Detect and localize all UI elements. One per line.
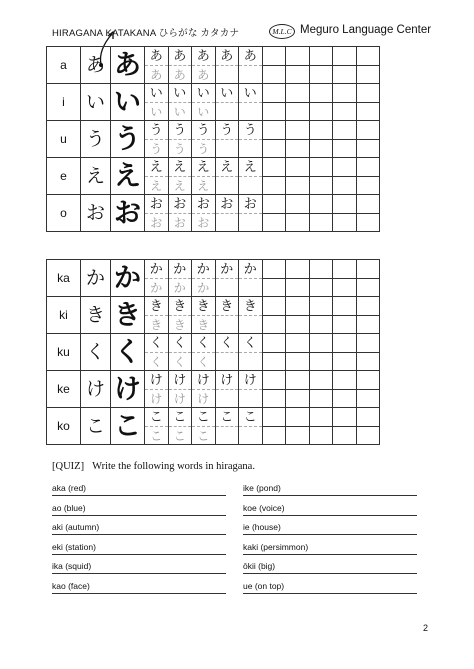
quiz-answer-line[interactable] (52, 557, 226, 574)
practice-cell-trace[interactable]: い (168, 103, 192, 121)
practice-cell-model[interactable]: く (168, 334, 192, 353)
stroke-guide-kana: あ (81, 47, 111, 84)
practice-cell-blank[interactable] (309, 334, 333, 353)
practice-cell-blank[interactable] (286, 427, 310, 445)
practice-cell-trace[interactable]: い (192, 103, 216, 121)
practice-cell-blank[interactable] (309, 140, 333, 158)
practice-cell-blank[interactable] (333, 297, 357, 316)
practice-cell-blank[interactable] (356, 260, 380, 279)
practice-cell-blank[interactable] (262, 427, 286, 445)
romaji-label: ki (47, 297, 81, 334)
quiz-prompt: aka (red) (52, 483, 87, 493)
practice-cell-trace[interactable]: あ (168, 66, 192, 84)
model-kana: う (111, 121, 145, 158)
practice-cell-blank[interactable] (262, 121, 286, 140)
practice-cell-model[interactable]: あ (239, 47, 263, 66)
romaji-label: e (47, 158, 81, 195)
model-kana: き (111, 297, 145, 334)
practice-cell-blank[interactable] (356, 371, 380, 390)
practice-cell-model[interactable]: お (215, 195, 239, 214)
practice-cell-blank[interactable] (262, 195, 286, 214)
practice-cell-model[interactable]: け (145, 371, 169, 390)
practice-cell-blank[interactable] (215, 103, 239, 121)
stroke-guide-kana: う (81, 121, 111, 158)
practice-cell-trace[interactable]: あ (145, 66, 169, 84)
quiz-heading (52, 461, 263, 472)
practice-cell-model[interactable]: き (215, 297, 239, 316)
practice-cell-blank[interactable] (356, 316, 380, 334)
practice-cell-blank[interactable] (356, 297, 380, 316)
practice-cell-model[interactable]: い (215, 84, 239, 103)
practice-cell-model[interactable]: こ (145, 408, 169, 427)
practice-cell-blank[interactable] (286, 103, 310, 121)
practice-cell-trace[interactable]: く (145, 353, 169, 371)
practice-cell-model[interactable]: け (192, 371, 216, 390)
practice-cell-model[interactable]: あ (215, 47, 239, 66)
practice-cell-model[interactable]: け (215, 371, 239, 390)
practice-cell-blank[interactable] (239, 103, 263, 121)
practice-cell-model[interactable]: え (145, 158, 169, 177)
practice-cell-model[interactable]: け (168, 371, 192, 390)
model-kana: あ (111, 47, 145, 84)
practice-cell-blank[interactable] (262, 177, 286, 195)
practice-cell-blank[interactable] (239, 66, 263, 84)
practice-cell-blank[interactable] (333, 66, 357, 84)
model-kana: い (111, 84, 145, 121)
practice-cell-trace[interactable]: き (168, 316, 192, 334)
school-name: Meguro Language Center (300, 24, 432, 36)
practice-cell-blank[interactable] (262, 334, 286, 353)
practice-cell-trace[interactable]: あ (192, 66, 216, 84)
practice-cell-blank[interactable] (356, 121, 380, 140)
practice-cell-model[interactable]: え (215, 158, 239, 177)
practice-cell-model[interactable]: う (239, 121, 263, 140)
quiz-answer-line[interactable] (52, 518, 226, 535)
practice-cell-blank[interactable] (239, 427, 263, 445)
practice-cell-blank[interactable] (356, 140, 380, 158)
vowel-practice-grid (46, 46, 380, 232)
practice-cell-model[interactable]: う (145, 121, 169, 140)
mlc-logo: M.L.C (269, 24, 295, 39)
practice-cell-blank[interactable] (262, 390, 286, 408)
practice-cell-blank[interactable] (262, 140, 286, 158)
practice-cell-blank[interactable] (239, 177, 263, 195)
practice-cell-blank[interactable] (309, 103, 333, 121)
practice-cell-blank[interactable] (286, 158, 310, 177)
practice-cell-blank[interactable] (286, 297, 310, 316)
romaji-label: a (47, 47, 81, 84)
worksheet-title: HIRAGANA KATAKANA ひらがな カタカナ (52, 28, 240, 39)
practice-cell-trace[interactable]: か (192, 279, 216, 297)
quiz-instruction: Write the following words in hiragana. (92, 461, 255, 472)
practice-cell-model[interactable]: い (239, 84, 263, 103)
stroke-guide-kana: お (81, 195, 111, 232)
practice-cell-trace[interactable]: く (192, 353, 216, 371)
practice-cell-trace[interactable]: お (145, 214, 169, 232)
practice-cell-blank[interactable] (309, 408, 333, 427)
practice-cell-model[interactable]: く (145, 334, 169, 353)
practice-cell-blank[interactable] (262, 371, 286, 390)
practice-cell-blank[interactable] (356, 47, 380, 66)
practice-cell-model[interactable]: き (145, 297, 169, 316)
practice-cell-blank[interactable] (262, 66, 286, 84)
practice-cell-blank[interactable] (333, 390, 357, 408)
stroke-guide-kana: き (81, 297, 111, 334)
practice-cell-blank[interactable] (356, 408, 380, 427)
practice-cell-model[interactable]: く (192, 334, 216, 353)
quiz-prompt: koe (voice) (243, 502, 285, 513)
practice-cell-model[interactable]: き (239, 297, 263, 316)
quiz-answer-line[interactable] (243, 577, 417, 594)
model-kana: お (111, 195, 145, 232)
practice-cell-blank[interactable] (309, 195, 333, 214)
practice-cell-blank[interactable] (286, 121, 310, 140)
practice-cell-blank[interactable] (333, 260, 357, 279)
practice-cell-blank[interactable] (356, 158, 380, 177)
practice-cell-blank[interactable] (333, 177, 357, 195)
practice-cell-blank[interactable] (239, 353, 263, 371)
practice-cell-blank[interactable] (262, 260, 286, 279)
romaji-label: o (47, 195, 81, 232)
practice-cell-blank[interactable] (286, 260, 310, 279)
practice-cell-blank[interactable] (262, 279, 286, 297)
stroke-guide-kana: か (81, 260, 111, 297)
quiz-answer-line[interactable] (52, 538, 226, 555)
practice-cell-blank[interactable] (262, 353, 286, 371)
practice-cell-trace[interactable]: う (145, 140, 169, 158)
practice-cell-blank[interactable] (309, 66, 333, 84)
practice-cell-model[interactable]: か (192, 260, 216, 279)
quiz-tag: [QUIZ] (52, 461, 85, 472)
practice-cell-blank[interactable] (309, 390, 333, 408)
practice-cell-blank[interactable] (215, 353, 239, 371)
practice-cell-blank[interactable] (356, 103, 380, 121)
romaji-label: ke (47, 371, 81, 408)
practice-cell-model[interactable]: う (168, 121, 192, 140)
practice-cell-trace[interactable]: き (192, 316, 216, 334)
quiz-prompt: ue (on top) (243, 580, 285, 591)
stroke-guide-kana: く (81, 334, 111, 371)
quiz-prompt: eki (station) (52, 541, 96, 552)
practice-cell-blank[interactable] (215, 427, 239, 445)
practice-cell-blank[interactable] (333, 158, 357, 177)
model-kana: え (111, 158, 145, 195)
practice-cell-blank[interactable] (239, 214, 263, 232)
practice-cell-blank[interactable] (356, 195, 380, 214)
practice-cell-blank[interactable] (286, 390, 310, 408)
practice-cell-model[interactable]: え (192, 158, 216, 177)
practice-cell-blank[interactable] (333, 84, 357, 103)
practice-cell-blank[interactable] (309, 353, 333, 371)
practice-cell-model[interactable]: か (145, 260, 169, 279)
practice-cell-blank[interactable] (333, 214, 357, 232)
practice-cell-blank[interactable] (309, 47, 333, 66)
practice-cell-model[interactable]: い (168, 84, 192, 103)
stroke-guide-kana: け (81, 371, 111, 408)
practice-cell-blank[interactable] (309, 427, 333, 445)
practice-cell-model[interactable]: く (215, 334, 239, 353)
practice-cell-model[interactable]: こ (168, 408, 192, 427)
practice-cell-blank[interactable] (239, 390, 263, 408)
practice-cell-blank[interactable] (309, 371, 333, 390)
practice-cell-trace[interactable]: か (145, 279, 169, 297)
practice-cell-trace[interactable]: こ (192, 427, 216, 445)
practice-cell-model[interactable]: き (192, 297, 216, 316)
practice-cell-blank[interactable] (309, 158, 333, 177)
practice-cell-model[interactable]: う (192, 121, 216, 140)
romaji-label: i (47, 84, 81, 121)
practice-cell-blank[interactable] (215, 214, 239, 232)
practice-cell-blank[interactable] (333, 427, 357, 445)
practice-cell-model[interactable]: う (215, 121, 239, 140)
practice-cell-blank[interactable] (333, 408, 357, 427)
practice-cell-blank[interactable] (356, 334, 380, 353)
page-number: 2 (422, 623, 428, 633)
practice-cell-blank[interactable] (309, 214, 333, 232)
practice-cell-blank[interactable] (356, 66, 380, 84)
practice-cell-blank[interactable] (286, 316, 310, 334)
practice-cell-blank[interactable] (262, 316, 286, 334)
practice-cell-trace[interactable]: い (145, 103, 169, 121)
practice-cell-trace[interactable]: こ (168, 427, 192, 445)
practice-cell-blank[interactable] (215, 66, 239, 84)
romaji-label: ku (47, 334, 81, 371)
practice-cell-model[interactable]: あ (145, 47, 169, 66)
romaji-label: ka (47, 260, 81, 297)
quiz-answer-line[interactable] (52, 577, 226, 594)
practice-cell-model[interactable]: え (168, 158, 192, 177)
quiz-prompt: ie (house) (243, 522, 281, 532)
practice-cell-blank[interactable] (286, 408, 310, 427)
quiz-answer-line[interactable] (243, 538, 417, 555)
practice-cell-blank[interactable] (356, 279, 380, 297)
practice-cell-blank[interactable] (286, 177, 310, 195)
quiz-answer-line[interactable] (52, 479, 226, 496)
practice-cell-blank[interactable] (333, 140, 357, 158)
practice-cell-trace[interactable]: け (192, 390, 216, 408)
practice-cell-blank[interactable] (262, 103, 286, 121)
practice-cell-blank[interactable] (333, 47, 357, 66)
practice-cell-blank[interactable] (286, 371, 310, 390)
model-kana: け (111, 371, 145, 408)
practice-cell-blank[interactable] (356, 427, 380, 445)
model-kana: く (111, 334, 145, 371)
model-kana: か (111, 260, 145, 297)
practice-cell-model[interactable]: い (192, 84, 216, 103)
practice-cell-blank[interactable] (333, 316, 357, 334)
quiz-answer-line[interactable] (243, 479, 417, 496)
practice-cell-trace[interactable]: き (145, 316, 169, 334)
practice-cell-model[interactable]: く (239, 334, 263, 353)
practice-cell-blank[interactable] (333, 195, 357, 214)
practice-cell-trace[interactable]: け (168, 390, 192, 408)
quiz-prompt: ika (squid) (52, 561, 92, 571)
practice-cell-blank[interactable] (286, 334, 310, 353)
practice-cell-blank[interactable] (356, 353, 380, 371)
practice-cell-blank[interactable] (215, 316, 239, 334)
practice-cell-blank[interactable] (215, 279, 239, 297)
practice-cell-trace[interactable]: え (168, 177, 192, 195)
practice-cell-blank[interactable] (286, 47, 310, 66)
practice-cell-blank[interactable] (309, 260, 333, 279)
practice-cell-trace[interactable]: け (145, 390, 169, 408)
stroke-guide-kana: え (81, 158, 111, 195)
romaji-label: u (47, 121, 81, 158)
practice-cell-model[interactable]: い (145, 84, 169, 103)
practice-cell-blank[interactable] (333, 371, 357, 390)
practice-cell-blank[interactable] (309, 316, 333, 334)
practice-cell-trace[interactable]: う (168, 140, 192, 158)
practice-cell-trace[interactable]: え (192, 177, 216, 195)
model-kana: こ (111, 408, 145, 445)
practice-cell-model[interactable]: か (239, 260, 263, 279)
practice-cell-blank[interactable] (262, 84, 286, 103)
stroke-guide-kana: こ (81, 408, 111, 445)
practice-cell-trace[interactable]: お (168, 214, 192, 232)
practice-cell-blank[interactable] (239, 316, 263, 334)
practice-cell-blank[interactable] (333, 103, 357, 121)
practice-cell-model[interactable]: お (145, 195, 169, 214)
practice-cell-trace[interactable]: え (145, 177, 169, 195)
practice-cell-model[interactable]: こ (239, 408, 263, 427)
practice-cell-blank[interactable] (239, 279, 263, 297)
practice-cell-blank[interactable] (215, 390, 239, 408)
practice-cell-model[interactable]: き (168, 297, 192, 316)
practice-cell-model[interactable]: か (168, 260, 192, 279)
practice-cell-blank[interactable] (333, 353, 357, 371)
practice-cell-blank[interactable] (286, 140, 310, 158)
practice-cell-blank[interactable] (286, 214, 310, 232)
practice-cell-blank[interactable] (286, 279, 310, 297)
practice-cell-blank[interactable] (239, 140, 263, 158)
practice-cell-trace[interactable]: か (168, 279, 192, 297)
practice-cell-blank[interactable] (286, 195, 310, 214)
practice-cell-model[interactable]: こ (215, 408, 239, 427)
practice-cell-blank[interactable] (262, 158, 286, 177)
practice-cell-model[interactable]: お (168, 195, 192, 214)
practice-cell-model[interactable]: あ (168, 47, 192, 66)
practice-cell-blank[interactable] (215, 140, 239, 158)
practice-cell-model[interactable]: お (239, 195, 263, 214)
practice-cell-blank[interactable] (262, 408, 286, 427)
practice-cell-blank[interactable] (215, 177, 239, 195)
practice-cell-model[interactable]: あ (192, 47, 216, 66)
practice-cell-trace[interactable]: う (192, 140, 216, 158)
practice-cell-model[interactable]: け (239, 371, 263, 390)
practice-cell-blank[interactable] (333, 121, 357, 140)
stroke-guide-kana: い (81, 84, 111, 121)
quiz-answer-line[interactable] (243, 557, 417, 574)
practice-cell-blank[interactable] (309, 177, 333, 195)
practice-cell-trace[interactable]: こ (145, 427, 169, 445)
practice-cell-blank[interactable] (286, 66, 310, 84)
practice-cell-blank[interactable] (262, 214, 286, 232)
quiz-prompt: ao (blue) (52, 502, 86, 513)
quiz-prompt: kaki (persimmon) (243, 541, 309, 552)
practice-cell-blank[interactable] (309, 297, 333, 316)
practice-cell-blank[interactable] (286, 353, 310, 371)
quiz-prompt: kao (face) (52, 580, 90, 591)
practice-cell-blank[interactable] (262, 47, 286, 66)
practice-cell-model[interactable]: え (239, 158, 263, 177)
quiz-prompt: ōkii (big) (243, 561, 276, 571)
practice-cell-trace[interactable]: お (192, 214, 216, 232)
practice-cell-blank[interactable] (333, 279, 357, 297)
practice-cell-trace[interactable]: く (168, 353, 192, 371)
practice-cell-blank[interactable] (356, 177, 380, 195)
practice-cell-blank[interactable] (356, 84, 380, 103)
practice-cell-blank[interactable] (309, 279, 333, 297)
practice-cell-blank[interactable] (309, 121, 333, 140)
practice-cell-blank[interactable] (356, 214, 380, 232)
quiz-answer-line[interactable] (243, 518, 417, 535)
practice-cell-model[interactable]: こ (192, 408, 216, 427)
practice-cell-blank[interactable] (356, 390, 380, 408)
practice-cell-blank[interactable] (309, 84, 333, 103)
quiz-prompt: aki (autumn) (52, 522, 100, 532)
practice-cell-model[interactable]: お (192, 195, 216, 214)
quiz-answer-line[interactable] (243, 499, 417, 516)
quiz-answer-line[interactable] (52, 499, 226, 516)
practice-cell-blank[interactable] (286, 84, 310, 103)
practice-cell-blank[interactable] (333, 334, 357, 353)
quiz-prompt: ike (pond) (243, 483, 281, 493)
practice-cell-blank[interactable] (262, 297, 286, 316)
romaji-label: ko (47, 408, 81, 445)
k-row-practice-grid (46, 259, 380, 445)
practice-cell-model[interactable]: か (215, 260, 239, 279)
